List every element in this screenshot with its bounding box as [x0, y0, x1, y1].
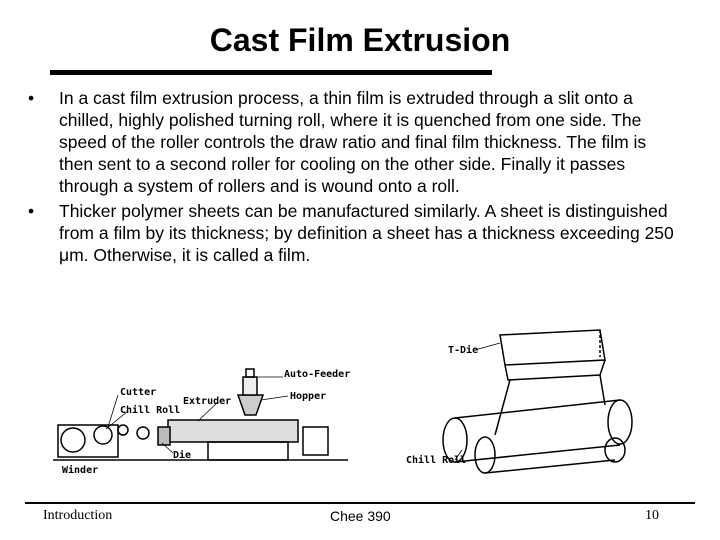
footer-course-code: Chee 390 [330, 508, 391, 524]
die-shape [158, 427, 170, 445]
extruder-barrel [168, 420, 298, 442]
bullet-item [28, 87, 678, 197]
footer-page-number: 10 [645, 508, 659, 523]
auto-feeder-shape [243, 377, 257, 395]
film-edge [495, 375, 605, 435]
label-cutter: Cutter [120, 387, 157, 398]
t-die-figure [400, 325, 650, 485]
label-die: Die [173, 450, 192, 461]
label-extruder: Extruder [183, 396, 232, 407]
label-t-die: T-Die [448, 345, 479, 356]
label-chill-roll: Chill Roll [120, 405, 181, 416]
label-chill-roll-right: Chill Roll [406, 455, 467, 466]
bullet-item [28, 200, 678, 266]
extruder-base [208, 442, 288, 460]
bullet-marker: • [28, 201, 35, 221]
extrusion-line-figure [48, 355, 368, 480]
title-underline [50, 70, 492, 75]
chill-roll-2 [475, 437, 495, 473]
bullet-text: Thicker polymer sheets can be manufactured similarly. A sheet is distinguished from a film by its thickness; by definition a sheet has a thickness exceeding 250 μm. Otherwise, it is called a film. [59, 201, 674, 265]
chill-roll-shape [94, 426, 112, 444]
label-auto-feeder: Auto-Feeder [284, 369, 351, 380]
footer-divider [25, 502, 695, 504]
label-hopper: Hopper [290, 391, 327, 402]
bullet-text: In a cast film extrusion process, a thin film is extruded through a slit onto a chilled, highly polished turning roll, where it is quenched from one side. The speed of the roller controls the draw ratio and final film thickness. The film is then sent to a second roller for cooling on the other side. Finally it passes through a system of rollers and is wound onto a roll. [59, 88, 647, 196]
winder-roll [61, 428, 85, 452]
slide-title: Cast Film Extrusion [209, 22, 511, 58]
footer-section-name: Introduction [43, 508, 113, 523]
label-winder: Winder [62, 465, 99, 476]
hopper-shape [238, 395, 263, 415]
bullet-marker: • [28, 88, 35, 108]
t-die-shape [500, 330, 605, 365]
bullet-list [28, 87, 678, 269]
